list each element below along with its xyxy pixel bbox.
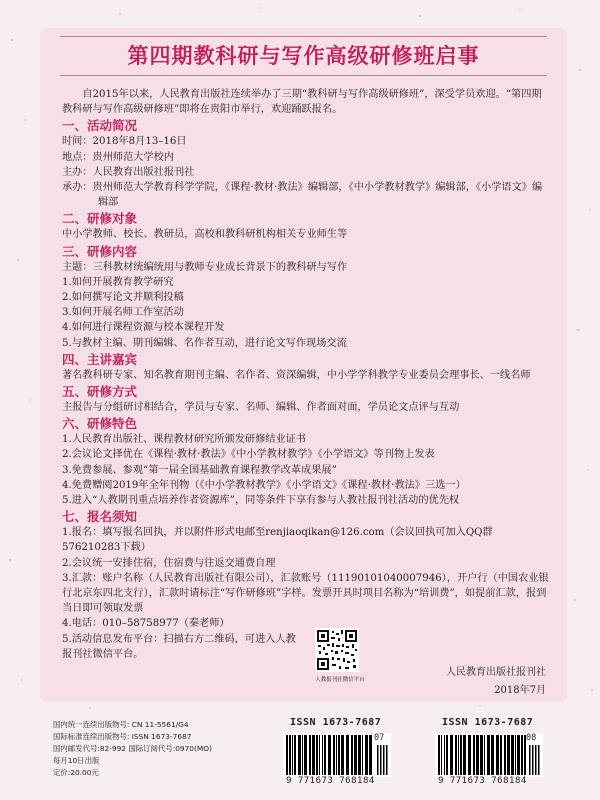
title-top-rule [60, 36, 547, 37]
barcode-bar [476, 735, 479, 775]
announcement-body [62, 87, 550, 662]
barcode-addon-bar [532, 745, 534, 775]
list-item: 5.进入“人教期刊重点培养作者资源库”，同等条件下享有参与人教社报刊社活动的优先权 [62, 495, 460, 507]
issn-label-1: ISSN 1673-7687 [290, 717, 382, 728]
list-item: 2.会议统一安排住宿，住宿费与往返交通费自理 [62, 557, 276, 569]
barcode-bar [328, 735, 331, 775]
barcode-bar [468, 735, 471, 775]
list-item: 4.如何进行课程资源与校本课程开发 [62, 322, 225, 334]
event-organizer: 承办：贵州师范大学教育科学学院，《课程·教材·教法》编辑部，《中小学教材教学》编辑部，《小学语文》编辑部 [62, 182, 543, 209]
list-item: 4.电话：010–58758977（秦老师） [62, 618, 230, 630]
barcode-bar [322, 735, 323, 775]
title-bottom-rule [60, 75, 547, 76]
barcode-bar [362, 735, 363, 775]
event-host: 主办：人民教育出版社报刊社 [62, 166, 195, 178]
pubinfo-line: 每月10日出版 [53, 756, 100, 765]
barcode-bar [463, 735, 466, 775]
signature-date: 2018年7月 [494, 685, 546, 696]
list-item: 1.如何开展教育教学研究 [62, 276, 174, 288]
barcode-bar [312, 735, 315, 775]
barcode-addon-bar [538, 745, 540, 775]
section-heading-features: 六、研修特色 [62, 416, 138, 432]
barcode-bar [504, 735, 506, 775]
list-item: 1.人民教育出版社、课程教材研究所颁发研修结业证书 [62, 434, 307, 446]
barcode-bar [336, 735, 337, 775]
barcode-bar [473, 735, 475, 775]
speakers-text: 著名教科研专家、知名教育期刊主编、名作者、资深编辑，中小学学科教学专业委员会理事长、一线名师 [62, 369, 531, 381]
barcode-bar [441, 735, 442, 775]
barcode-bar [304, 735, 307, 775]
event-time: 时间：2018年8月13–16日 [62, 136, 187, 148]
barcode-bar [324, 735, 326, 775]
barcode-bar [316, 735, 318, 775]
barcode-bar [487, 735, 490, 775]
barcode-addon-bar [529, 745, 531, 775]
signature-org: 人民教育出版社报刊社 [446, 667, 546, 678]
barcode-bar [298, 735, 301, 775]
audience-text: 中小学教师、校长、教研员，高校和教科研机构相关专业师生等 [62, 229, 348, 241]
barcode-bar [511, 735, 514, 775]
barcode-bar [341, 735, 344, 775]
format-text: 主报告与分组研讨相结合，学员与专家、名师、编辑、作者面对面，学员论文点评与互动 [62, 402, 460, 414]
list-item: 4.免费赠阅2019年全年刊物（《中小学教材教学》《小学语文》《课程·教材·教法》三选一） [62, 479, 466, 491]
barcode-bar [517, 735, 520, 775]
section-heading-registration: 七、报名须知 [62, 509, 138, 525]
pubinfo-line: 国内统一连续出版物号: CN 11-5561/G4 [53, 720, 189, 729]
list-item: 5.与教材主编、期刊编辑、名作者互动，进行论文写作现场交流 [62, 337, 347, 349]
section-heading-content: 三、研修内容 [62, 243, 138, 259]
barcode-bar [458, 735, 459, 775]
barcode-bar [446, 735, 448, 775]
barcode-bar [365, 735, 368, 775]
barcode-addon-2: 08 [526, 733, 537, 743]
publication-info [53, 719, 212, 779]
barcode-bar [480, 735, 483, 775]
list-item: 2.会议论文择优在《课程·教材·教法》《中小学教材教学》《小学语文》等刊物上发表 [62, 449, 435, 461]
barcode-bar [507, 735, 510, 775]
list-item: 3.汇款：账户名称（人民教育出版社有限公司），汇款账号（11190101040007946），开户行（中国农业银行北京东四北支行），汇款时请标注“写作研修班”字样。发票开具时项目名称为“培训费”，如提前汇款，报到当日即可领取发票 [62, 572, 549, 615]
barcode-addon-bar [377, 745, 379, 775]
qr-caption: 人教报刊社微信平台 [315, 677, 365, 683]
list-item: 3.如何开展名师工作室活动 [62, 307, 184, 319]
barcode-addon-1: 07 [374, 733, 385, 743]
barcode-bar [292, 735, 293, 775]
barcode-bar [491, 735, 494, 775]
barcode-addon-bar [383, 745, 385, 775]
barcode-bar [484, 735, 485, 775]
barcode-addon-bar [380, 745, 382, 775]
barcode-bar [351, 735, 353, 775]
section-heading-format: 五、研修方式 [62, 384, 138, 400]
barcode-bar [319, 735, 320, 775]
barcode-number-1: 9 771673 768184 [286, 776, 375, 786]
barcode-bar [294, 735, 296, 775]
issn-label-2: ISSN 1673-7687 [442, 717, 534, 728]
barcode-bar [346, 735, 349, 775]
barcode-bar [460, 735, 462, 775]
list-item: 5.活动信息发布平台：扫描右方二维码，可进入人教报刊社微信平台。 [62, 633, 296, 660]
pubinfo-line: 国际标准连续出版物号: ISSN 1673-7687 [53, 732, 192, 741]
barcode-bar [444, 735, 445, 775]
barcode-addon-bar [386, 745, 388, 775]
barcode-bar [496, 735, 499, 775]
signature-block [446, 664, 546, 700]
barcode-bar [286, 735, 288, 775]
barcode-bar [302, 735, 303, 775]
pubinfo-line: 定价:20.00元 [53, 768, 99, 777]
intro-paragraph: 自2015年以来，人民教育出版社连续举办了三期“教科研与写作高级研修班”，深受学员欢迎。“第四期教科研与写作高级研修班”即将在贵阳市举行，欢迎踊跃报名。 [62, 89, 542, 116]
wechat-qr-code[interactable] [315, 628, 359, 672]
list-item: 2.如何撰写论文并顺利投稿 [62, 292, 184, 304]
barcode-bar [500, 735, 502, 775]
barcode-bar [333, 735, 335, 775]
barcode-bar [455, 735, 457, 775]
page-title: 第四期教科研与写作高级研修班启事 [127, 44, 480, 68]
barcode-bar [309, 735, 311, 775]
barcode-bar [450, 735, 453, 775]
barcode-number-2: 9 771673 768184 [438, 776, 527, 786]
barcode-addon-bar [535, 745, 537, 775]
barcode-bar [354, 735, 357, 775]
barcode-bar [438, 735, 440, 775]
barcode-bar [369, 735, 372, 775]
list-item: 1.报名：填写报名回执，并以附件形式电邮至renjiaoqikan@126.com（会议回执可加入QQ群576210283下载） [62, 527, 493, 554]
list-item: 3.免费参展、参观“第一届全国基础教育课程教学改革成果展” [62, 464, 337, 476]
event-place: 地点：贵州师范大学校内 [62, 151, 175, 163]
barcode-bar [521, 735, 523, 775]
content-theme: 主题：三科教材统编统用与教师专业成长背景下的教科研与写作 [62, 261, 348, 273]
pubinfo-line: 国内邮发代号:82-992 国际订阅代号:0970(MO) [53, 744, 212, 753]
section-heading-speakers: 四、主讲嘉宾 [62, 351, 138, 367]
section-heading-audience: 二、研修对象 [62, 211, 138, 227]
barcode-bar [515, 735, 516, 775]
barcode-bar [289, 735, 291, 775]
section-heading-overview: 一、活动简况 [62, 118, 138, 134]
barcode-bar [338, 735, 340, 775]
barcode-bar [358, 735, 361, 775]
